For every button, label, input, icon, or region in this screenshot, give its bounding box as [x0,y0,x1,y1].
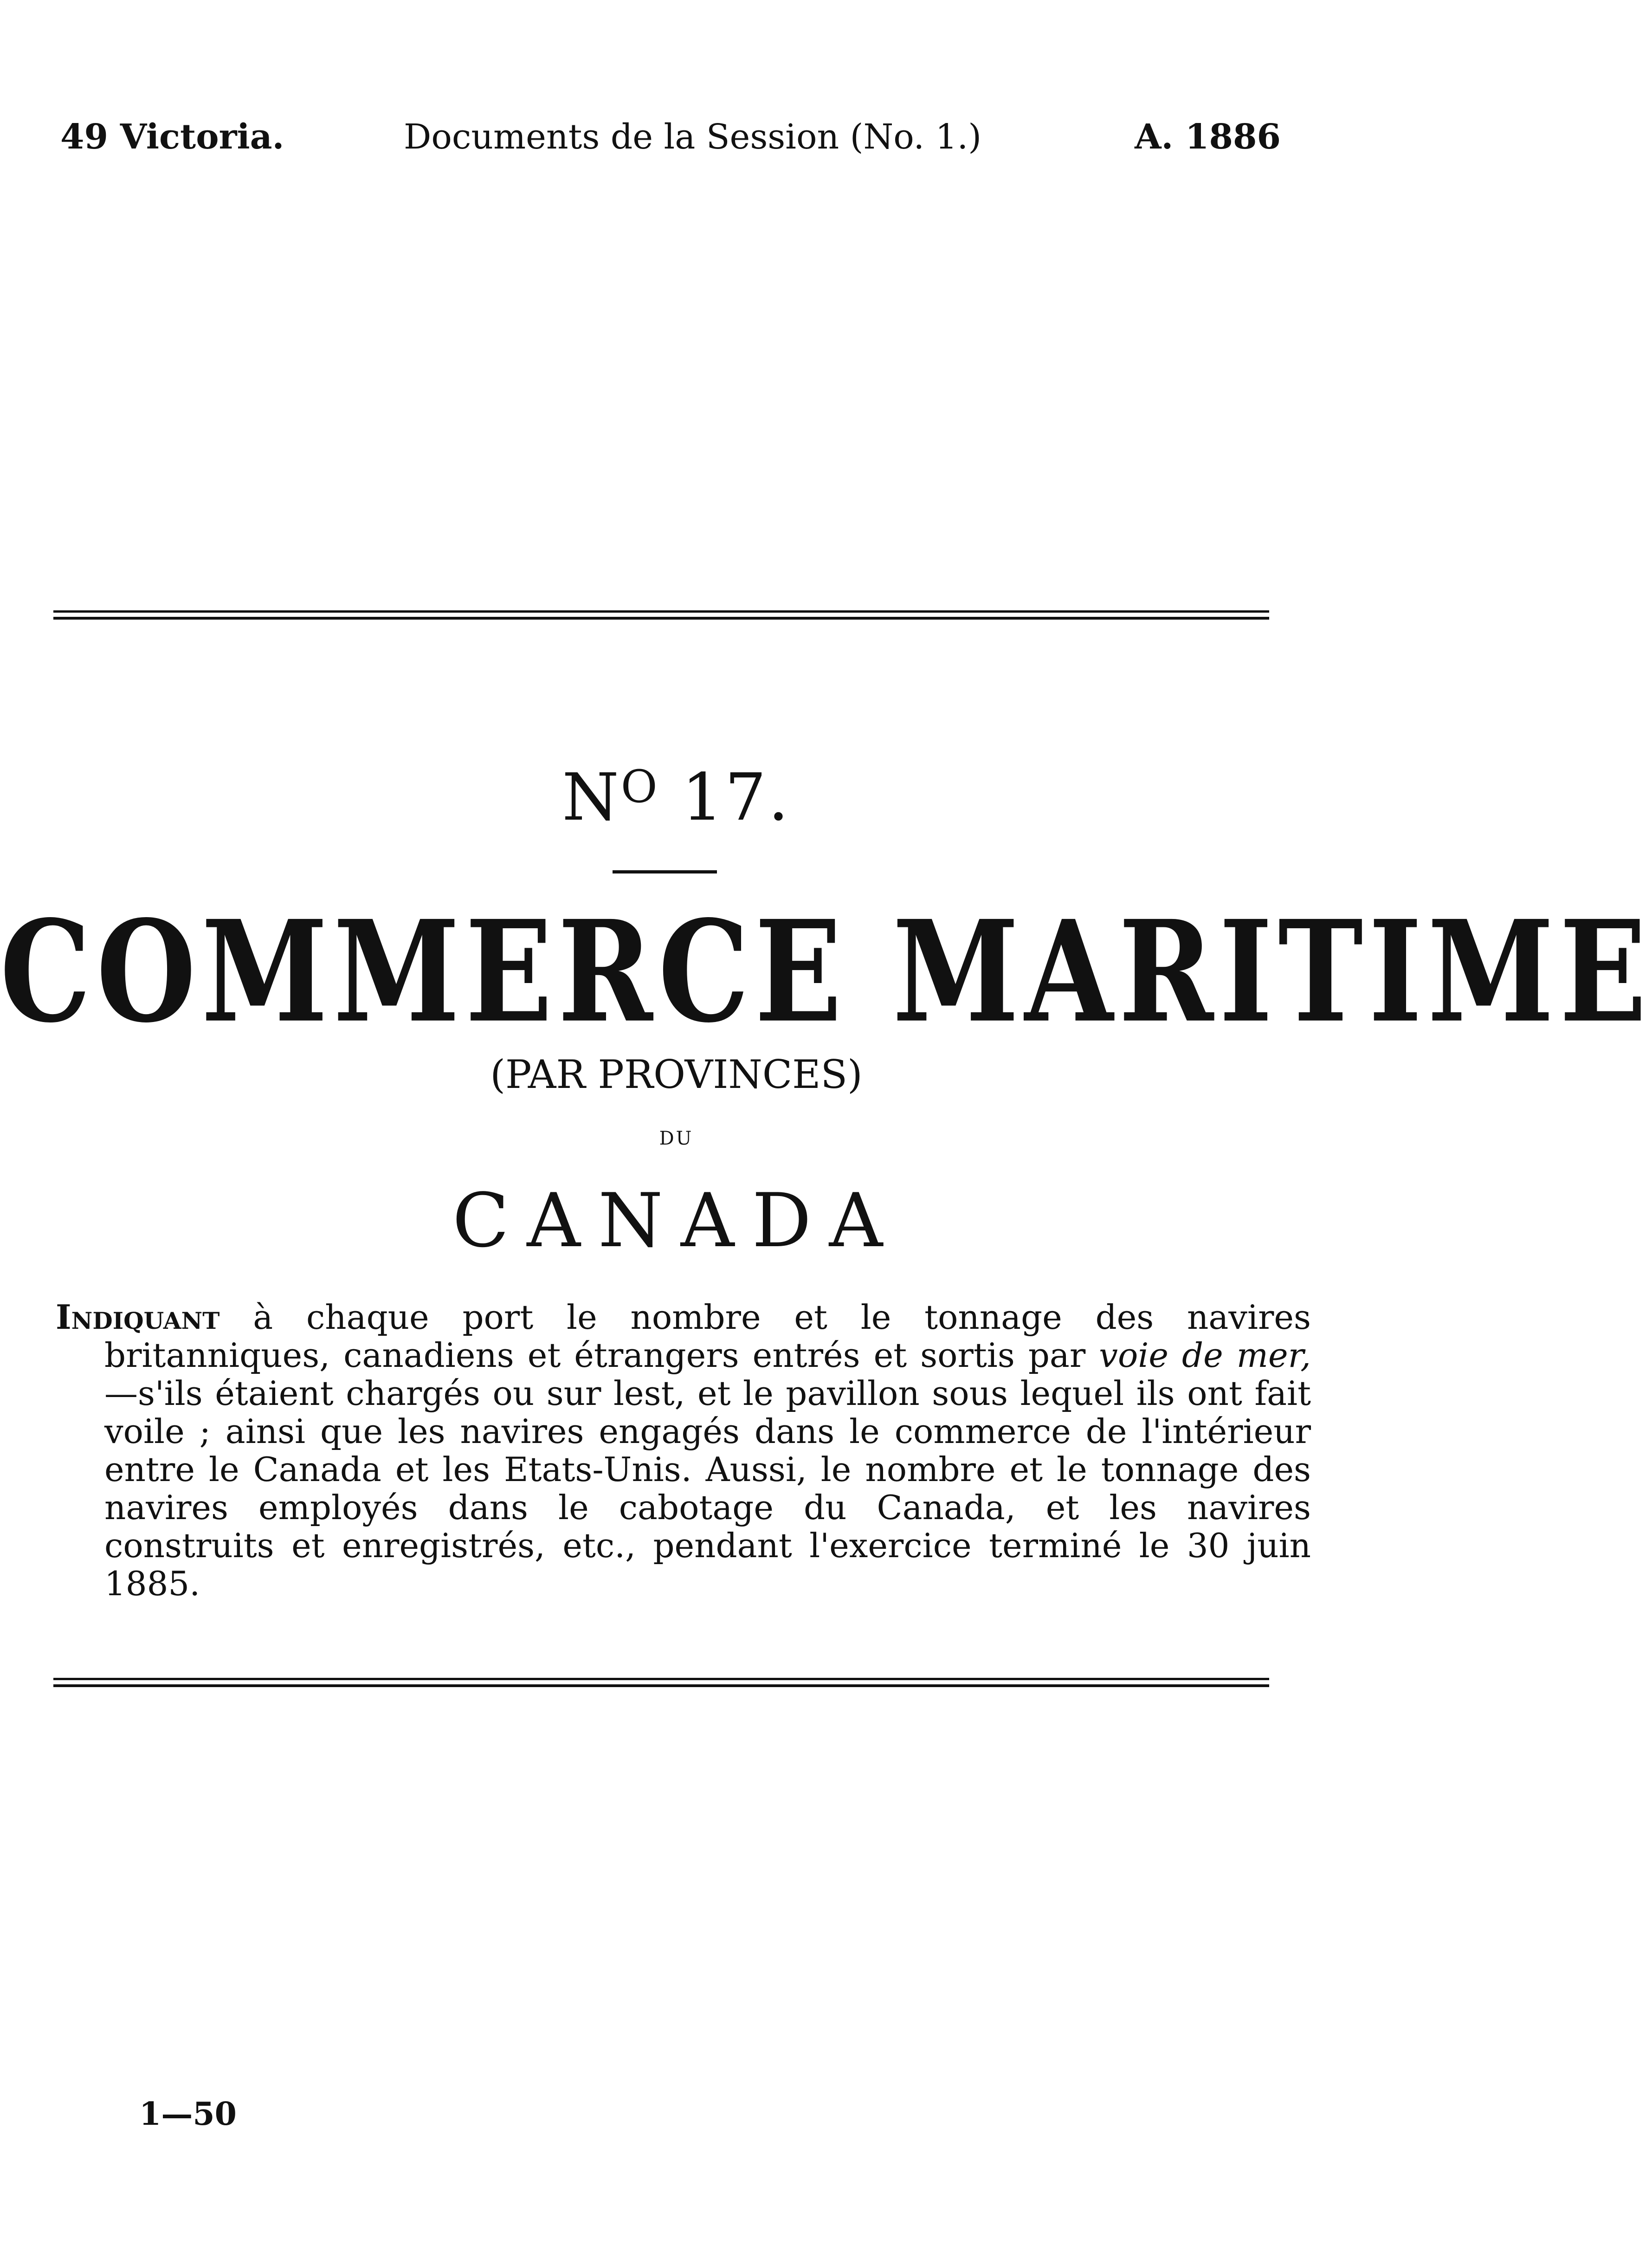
description-italic-phrase: voie de mer, [1099,1336,1311,1375]
rule-line [53,1678,1269,1680]
header-regnal-year: 49 Victoria. [60,117,284,157]
number-superscript: O [620,761,659,813]
description-lead: Indiquant [56,1297,220,1337]
description-paragraph [56,1298,1311,1603]
short-divider-rule [613,870,717,873]
rule-line [53,1684,1269,1687]
subtitle: (PAR PROVINCES) [490,1052,863,1097]
rule-line [53,610,1269,613]
number-prefix: N [562,760,621,835]
country-title: CANADA [452,1177,901,1264]
title-connector: DU [659,1128,694,1149]
document-number [0,747,1353,837]
top-double-rule [53,610,1269,624]
main-title-text: COMMERCE MARITIME [0,890,1652,1054]
number-value: 17. [659,760,791,835]
header-session-documents: Documents de la Session (No. 1.) [404,117,982,157]
header-year: A. 1886 [1135,117,1281,157]
description-text-part-2: —s'ils étaient chargés ou sur lest, et le pavillon sous lequel ils ont fait voile ; ainsi que les navires engagés dans le commerce de l'intérieur entre le Canada et les Etats-Unis. Aussi, le nombre et le tonnage des navires employés dans le cabotage du Canada, et les navires construits et enregistrés, etc., pendant l'exercice terminé le 30 juin 1885. [104,1374,1311,1603]
running-header [46,116,1290,158]
rule-line [53,617,1269,620]
bottom-double-rule [53,1678,1269,1692]
page-number: 1—50 [139,2096,237,2133]
description-text-part-1: à chaque port le nombre et le tonnage des navires britanniques, canadiens et étrangers entrés et sortis par [104,1298,1311,1375]
main-title [0,890,1652,1054]
